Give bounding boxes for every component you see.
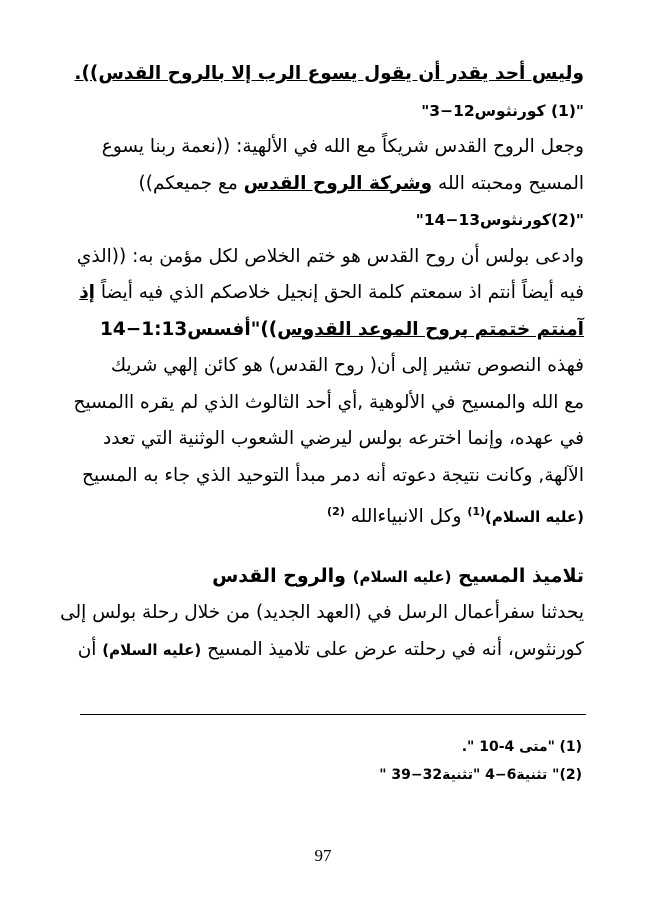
body-line: وادعى بولس أن روح القدس هو ختم الخلاص لكل مؤمن به: ((الذي <box>76 245 584 267</box>
reference-corinthians-12: "(1) كورنثوس12−3" <box>421 101 584 120</box>
body-text: كورنثوس، أنه في رحلته عرض على تلاميذ المسيح <box>201 638 584 660</box>
body-text: فيه أيضاً أنتم اذ سمعتم كلمة الحق إنجيل خلاصكم الذي فيه أيضاً <box>95 282 584 303</box>
body-text: أن <box>77 638 103 660</box>
quote-line: وليس أحد يقدر أن يقول يسوع الرب إلا بالروح القدس)). <box>74 63 584 84</box>
underlined-word: إذ <box>79 282 96 303</box>
footnotes <box>70 733 582 789</box>
body-line <box>70 494 584 536</box>
body-line: وجعل الروح القدس شريكاً مع الله في الألهية: ((نعمة ربنا يسوع <box>101 136 584 157</box>
body-line: مع الله والمسيح في الألوهية ,أي أحد الثالوث الذي لم يقره االمسيح <box>73 391 584 413</box>
page-number: 97 <box>314 846 332 865</box>
body-line <box>70 275 584 312</box>
heading-text: تلاميذ المسيح <box>451 564 584 587</box>
reference-ephesians: ))"أفسس1:13−14 <box>100 318 278 340</box>
footnote-separator <box>80 714 586 715</box>
footnote-1 <box>70 733 582 761</box>
body-line: فهذه النصوص تشير إلى أن( روح القدس) هو كائن إلهي شريك <box>110 355 584 376</box>
honorific: (عليه السلام) <box>352 567 452 586</box>
footnote-marker-2: (2) <box>327 505 345 518</box>
body-line <box>70 632 584 669</box>
honorific: (عليه السلام) <box>102 640 202 659</box>
footnote-marker-1: (1) <box>467 505 486 518</box>
main-text <box>60 56 584 668</box>
body-line <box>70 166 584 203</box>
reference-corinthians-13: "(2)كورنثوس13−14" <box>415 211 584 229</box>
heading-text: والروح القدس <box>212 564 353 587</box>
body-text: وكل الانبياءالله <box>344 506 468 527</box>
footnote-text: "متى 4-10 ". <box>461 739 555 755</box>
footnote-number: (1) <box>559 739 582 755</box>
underlined-phrase: وشركة الروح القدس <box>243 172 433 194</box>
honorific: (عليه السلام) <box>485 508 584 526</box>
footnote-2 <box>70 761 582 789</box>
section-heading <box>70 558 584 596</box>
footnote-number: (2) <box>559 767 582 783</box>
body-line <box>70 312 584 349</box>
body-line: يحدثنا سفرأعمال الرسل في (العهد الجديد) من خلال رحلة بولس إلى <box>60 602 584 623</box>
underlined-phrase: آمنتم ختمتم بروح الموعد القدوس <box>277 318 584 340</box>
footnote-text: " تثنية6−4 "تثنية32−39 " <box>379 767 560 783</box>
body-text: مع جميعكم)) <box>138 172 244 194</box>
body-line: الآلهة, وكانت نتيجة دعوته أنه دمر مبدأ التوحيد الذي جاء به المسيح <box>82 464 584 486</box>
body-text: المسيح ومحبته الله <box>432 172 584 194</box>
body-line: في عهده، وإنما اخترعه بولس ليرضي الشعوب الوثنية التي تعدد <box>102 428 584 449</box>
